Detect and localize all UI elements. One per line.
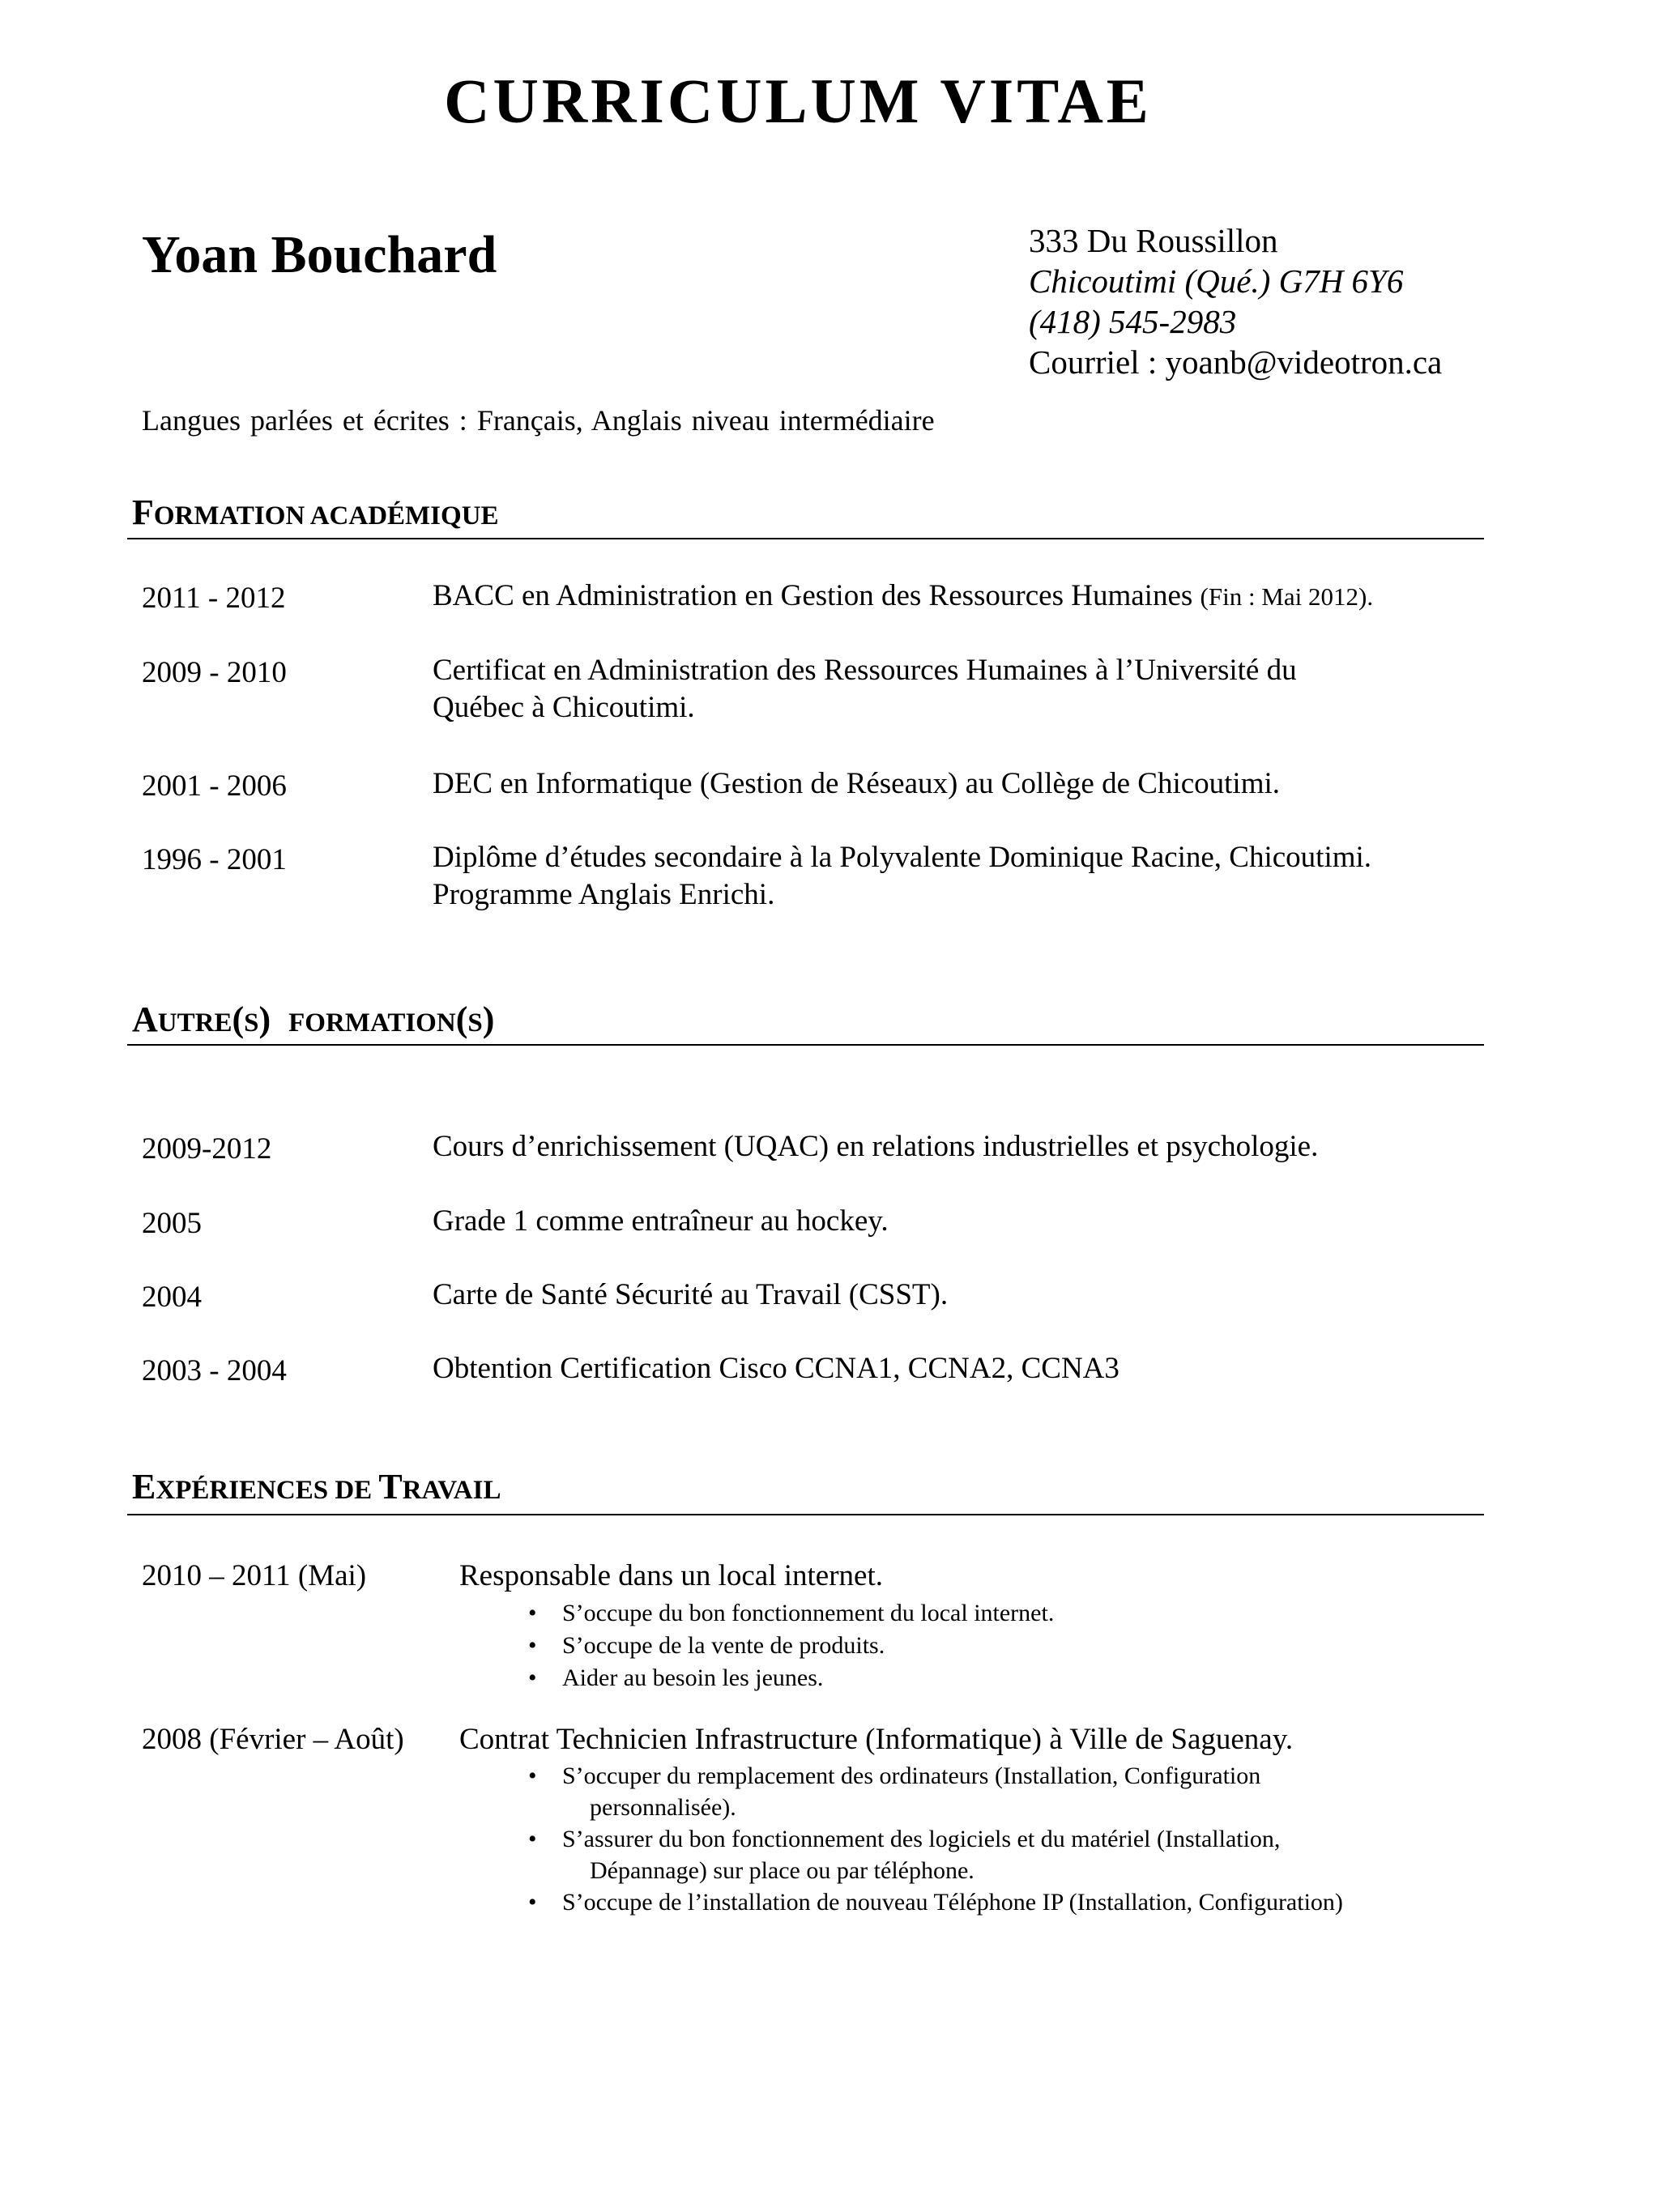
- heading-paren: (: [455, 999, 468, 1039]
- entry-date: 2011 - 2012: [142, 582, 286, 615]
- bullet-dot-icon: •: [528, 1762, 537, 1789]
- section-divider: [127, 1514, 1484, 1515]
- entry-main: BACC en Administration en Gestion des Ressources Humaines: [433, 579, 1193, 612]
- entry-text: Cours d’enrichissement (UQAC) en relations industrielles et psychologie.: [433, 1130, 1319, 1163]
- entry-date: 2009-2012: [142, 1132, 272, 1166]
- heading-paren: ): [258, 999, 271, 1039]
- section-divider: [127, 538, 1484, 539]
- bullet-text: [562, 1760, 1260, 1823]
- entry-date: 2009 - 2010: [142, 656, 287, 689]
- bullet-dot-icon: •: [528, 1632, 537, 1659]
- entry-line: Programme Anglais Enrichi.: [433, 878, 775, 911]
- bullet-line: personnalisée).: [590, 1794, 736, 1821]
- heading-capital: A: [132, 999, 158, 1039]
- entry-text: Obtention Certification Cisco CCNA1, CCNA2, CCNA3: [433, 1352, 1120, 1385]
- job-date: 2008 (Février – Août): [142, 1723, 404, 1756]
- phone-number: (418) 545-2983: [1029, 303, 1237, 340]
- bullet-text: S’occupe du bon fonctionnement du local internet.: [562, 1600, 1055, 1626]
- heading-part: S: [244, 1008, 259, 1038]
- address-city: Chicoutimi (Qué.) G7H 6Y6: [1029, 262, 1404, 300]
- entry-date: 2003 - 2004: [142, 1354, 287, 1387]
- entry-text: [433, 578, 1373, 616]
- contact-block: [1029, 220, 1442, 382]
- entry-text: [433, 839, 1371, 914]
- heading-paren: ): [482, 999, 495, 1039]
- heading-part: UTRE: [157, 1008, 232, 1038]
- heading-part: XPÉRIENCES DE: [156, 1476, 379, 1505]
- job-title: Contrat Technicien Infrastructure (Informatique) à Ville de Saguenay.: [459, 1723, 1294, 1756]
- bullet-dot-icon: •: [528, 1664, 537, 1691]
- section-heading-experience: [132, 1466, 501, 1507]
- bullet-text: [562, 1823, 1280, 1886]
- section-heading-other-training: [132, 999, 494, 1040]
- heading-part: S: [467, 1008, 483, 1038]
- heading-part: RAVAIL: [402, 1476, 501, 1505]
- person-name: Yoan Bouchard: [142, 225, 497, 284]
- address-street: 333 Du Roussillon: [1029, 222, 1278, 259]
- job-date: 2010 – 2011 (Mai): [142, 1559, 367, 1592]
- bullet-line: S’occuper du remplacement des ordinateurs (Installation, Configuration: [562, 1762, 1261, 1789]
- heading-rest: ORMATION ACADÉMIQUE: [153, 501, 499, 531]
- email-line: Courriel : yoanb@videotron.ca: [1029, 343, 1443, 381]
- bullet-line: Dépannage) sur place ou par téléphone.: [590, 1857, 975, 1884]
- entry-text: DEC en Informatique (Gestion de Réseaux) au Collège de Chicoutimi.: [433, 767, 1281, 800]
- bullet-text: S’occupe de l’installation de nouveau Téléphone IP (Installation, Configuration): [562, 1889, 1343, 1916]
- entry-text: Carte de Santé Sécurité au Travail (CSST).: [433, 1278, 949, 1311]
- heading-capital: F: [132, 492, 154, 532]
- bullet-text: Aider au besoin les jeunes.: [562, 1664, 824, 1691]
- section-heading-academic: [132, 492, 499, 533]
- entry-date: 2005: [142, 1207, 202, 1240]
- bullet-text: S’occupe de la vente de produits.: [562, 1632, 885, 1659]
- bullet-dot-icon: •: [528, 1826, 537, 1852]
- bullet-dot-icon: •: [528, 1889, 537, 1916]
- entry-line: Certificat en Administration des Ressources Humaines à l’Université du: [433, 654, 1297, 687]
- heading-part: FORMATION: [288, 1008, 456, 1038]
- document-title: CURRICULUM VITAE: [444, 66, 1152, 136]
- entry-date: 2004: [142, 1281, 202, 1314]
- entry-text: Grade 1 comme entraîneur au hockey.: [433, 1204, 889, 1238]
- entry-note: (Fin : Mai 2012).: [1200, 582, 1374, 611]
- languages-line: Langues parlées et écrites : Français, Anglais niveau intermédiaire: [142, 404, 935, 437]
- section-divider: [127, 1044, 1484, 1046]
- entry-date: 2001 - 2006: [142, 769, 287, 803]
- bullet-dot-icon: •: [528, 1600, 537, 1626]
- heading-capital: E: [132, 1467, 156, 1507]
- entry-date: 1996 - 2001: [142, 843, 287, 876]
- heading-paren: (: [232, 999, 245, 1039]
- job-title: Responsable dans un local internet.: [459, 1559, 884, 1592]
- entry-text: [433, 652, 1297, 727]
- bullet-line: S’assurer du bon fonctionnement des logiciels et du matériel (Installation,: [562, 1826, 1281, 1852]
- entry-line: Québec à Chicoutimi.: [433, 691, 695, 724]
- entry-line: Diplôme d’études secondaire à la Polyvalente Dominique Racine, Chicoutimi.: [433, 841, 1372, 874]
- heading-capital: T: [378, 1467, 403, 1507]
